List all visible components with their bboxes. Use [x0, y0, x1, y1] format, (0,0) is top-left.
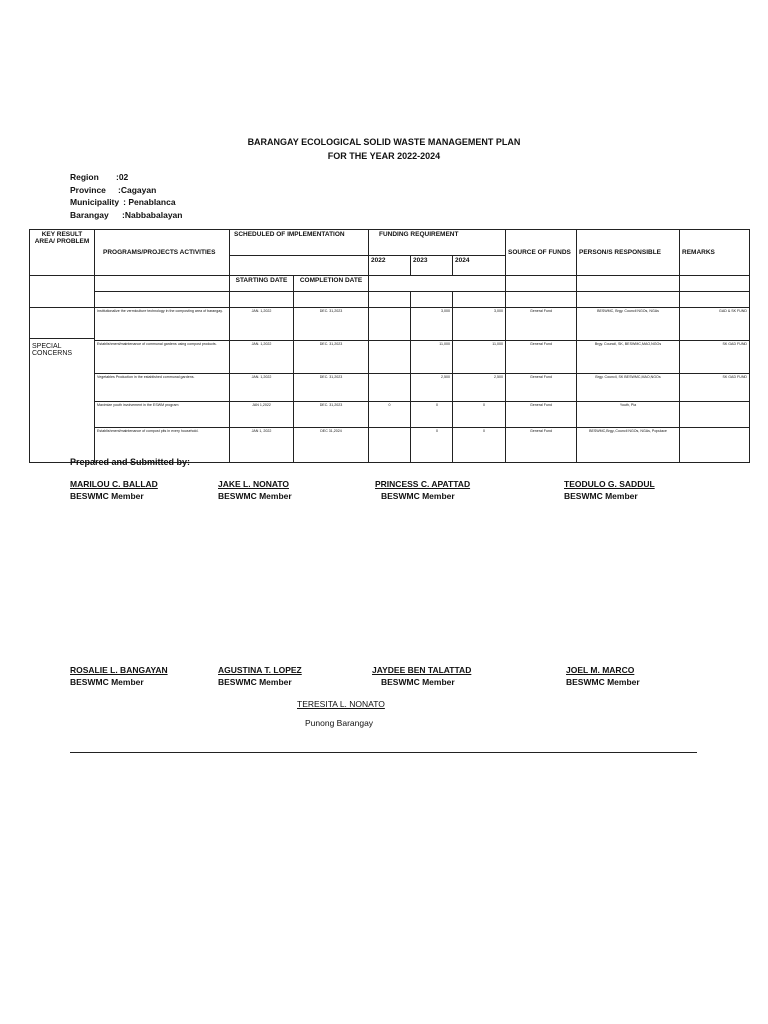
signatory-role: BESWMC Member: [70, 491, 144, 501]
signatory-name: JAYDEE BEN TALATTAD: [372, 665, 472, 675]
signatory-role: BESWMC Member: [381, 491, 455, 501]
source-header: SOURCE OF FUNDS: [506, 230, 577, 276]
activity-cell: Institutionalize the vermiculture technology in the composting area of barangay.: [95, 308, 230, 341]
signatory-name: MARILOU C. BALLAD: [70, 479, 158, 489]
signatory-name: TEODULO G. SADDUL: [564, 479, 655, 489]
table-row: Establishment/maintenance of compost pits in every household. JAN 1, 2022 DEC 31,2024 0 0 General Fund BESWMC,Brgy.,Council NGOs, NGAs, Populace: [30, 428, 750, 463]
persons-header: PERSON/S RESPONSIBLE: [577, 230, 680, 276]
table-row: Vegetables Production in the established communal gardens. JAN. 1,2022 DEC. 31,2023 2,500 2,500 General Fund Brgy. Council, SK BESWMC,MAO,NGOs SK GAD FUND: [30, 374, 750, 402]
activity-cell: Maximize youth involvement in the ESWM program: [95, 402, 230, 428]
province-line: Province :Cagayan: [70, 185, 157, 195]
signatory-role: BESWMC Member: [564, 491, 638, 501]
plan-table: [29, 229, 750, 463]
activity-cell: Establishment/maintenance of communal gardens using compost products.: [95, 341, 230, 374]
signatory-role: BESWMC Member: [218, 491, 292, 501]
signatory-name: ROSALIE L. BANGAYAN: [70, 665, 168, 675]
signatory-block: [218, 665, 302, 687]
completion-date-header: COMPLETION DATE: [294, 276, 369, 292]
key-result-cell: [30, 308, 95, 463]
year-2024-header: 2024: [453, 256, 506, 276]
document-title: BARANGAY ECOLOGICAL SOLID WASTE MANAGEMENT PLAN: [247, 137, 521, 147]
signatory-block: [70, 665, 168, 687]
schedule-header: SCHEDULED OF IMPLEMENTATION: [230, 230, 369, 256]
special-concerns-label: SPECIAL CONCERNS: [32, 343, 73, 357]
region-line: Region :02: [70, 172, 129, 182]
signatory-name: JOEL M. MARCO: [566, 665, 635, 675]
signatory-block: [218, 479, 292, 501]
signatory-role: BESWMC Member: [566, 677, 640, 687]
prepared-by-label: Prepared and Submitted by:: [70, 457, 191, 467]
table-row: Establishment/maintenance of communal gardens using compost products. JAN. 1,2022 DEC. 31,2023 11,000 11,000 General Fund Brgy. Council, SK, BESWMC,MAO,NGOs SK GAD FUND: [30, 341, 750, 374]
barangay-line: Barangay :Nabbabalayan: [70, 210, 183, 220]
municipality-line: Municipality : Penablanca: [70, 197, 176, 207]
signatory-role: BESWMC Member: [218, 677, 292, 687]
activity-cell: Vegetables Production in the established communal gardens.: [95, 374, 230, 402]
key-result-header: KEY RESULT AREA/ PROBLEM: [30, 230, 95, 276]
funding-header: FUNDING REQUIREMENT: [369, 230, 506, 256]
signatory-block: [375, 479, 473, 501]
schedule-spacer: [230, 256, 369, 276]
table-row: Maximize youth involvement in the ESWM program JAN 1,2022 DEC. 31,2023 0 0 0 General Fund Youth, Pia: [30, 402, 750, 428]
signatory-block: [566, 665, 696, 687]
document-subtitle: FOR THE YEAR 2022-2024: [327, 151, 441, 161]
remarks-header: REMARKS: [680, 230, 750, 276]
punong-barangay-name: TERESITA L. NONATO: [297, 699, 385, 709]
year-2022-header: 2022: [369, 256, 411, 276]
signatory-block: [564, 479, 698, 501]
starting-date-header: STARTING DATE: [230, 276, 294, 292]
punong-barangay-role: Punong Barangay: [305, 718, 374, 728]
signatory-name: AGUSTINA T. LOPEZ: [218, 665, 302, 675]
activity-cell: Establishment/maintenance of compost pits in every household.: [95, 428, 230, 463]
signatory-role: BESWMC Member: [70, 677, 144, 687]
signatory-role: BESWMC Member: [381, 677, 455, 687]
bottom-divider: [70, 752, 697, 753]
signatory-block: [372, 665, 472, 687]
table-row: SPECIAL CONCERNS Institutionalize the vermiculture technology in the composting area of barangay. JAN. 1,2022 DEC. 31,2023 3,000 3,000 General Fund BESWMC, Brgy. Council NGOs, NGAs GAD & SK FUND: [30, 308, 750, 341]
punong-barangay-block: [297, 699, 431, 728]
signatory-name: JAKE L. NONATO: [218, 479, 289, 489]
signatory-name: PRINCESS C. APATTAD: [375, 479, 471, 489]
year-2023-header: 2023: [411, 256, 453, 276]
signatory-block: [70, 479, 158, 501]
programs-header: PROGRAMS/PROJECTS ACTIVITIES: [95, 230, 230, 276]
